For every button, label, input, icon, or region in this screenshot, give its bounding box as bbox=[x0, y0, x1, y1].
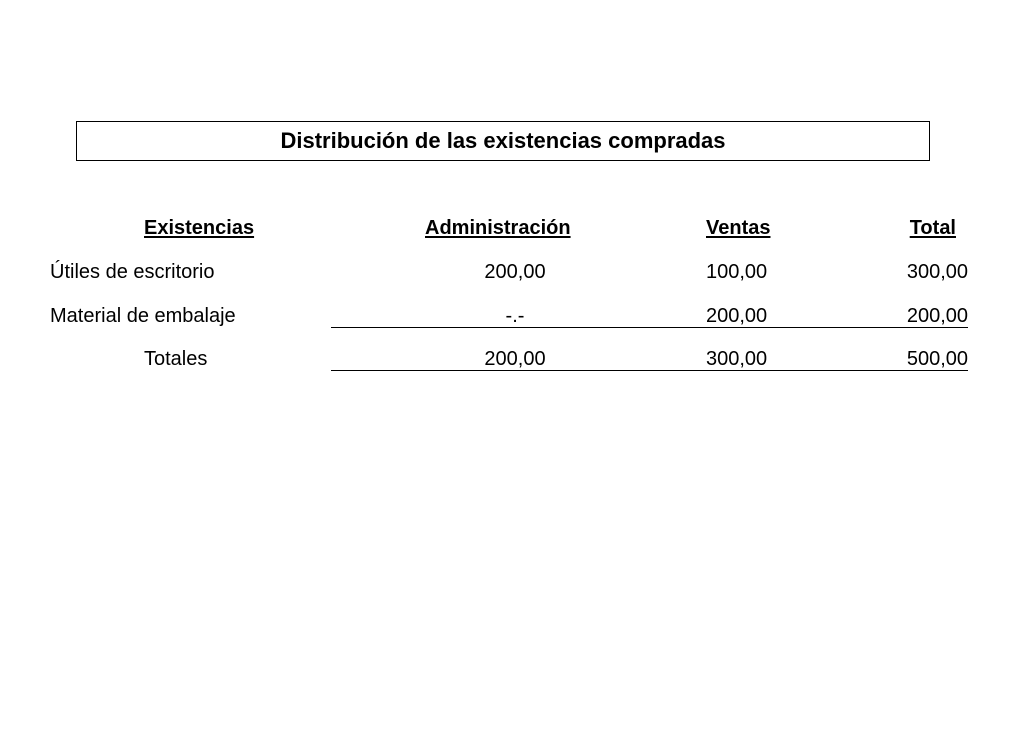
totals-ventas: 300,00 bbox=[706, 348, 768, 370]
cell-ventas: 200,00 bbox=[706, 305, 768, 327]
header-total: Total bbox=[909, 217, 956, 239]
cell-total: 200,00 bbox=[906, 305, 968, 327]
header-administracion: Administración bbox=[425, 217, 571, 239]
header-existencias: Existencias bbox=[144, 217, 255, 239]
row-label-material: Material de embalaje bbox=[50, 305, 236, 327]
table-title-box bbox=[76, 121, 930, 161]
table-title: Distribución de las existencias compradas bbox=[280, 128, 726, 153]
header-ventas: Ventas bbox=[706, 217, 771, 239]
row-label-utiles: Útiles de escritorio bbox=[50, 261, 215, 283]
cell-total: 300,00 bbox=[906, 261, 968, 283]
totals-total: 500,00 bbox=[906, 348, 968, 370]
cell-ventas: 100,00 bbox=[706, 261, 768, 283]
totals-underline bbox=[331, 370, 968, 371]
cell-administracion: 200,00 bbox=[484, 261, 546, 283]
row-underline bbox=[331, 327, 968, 328]
totals-administracion: 200,00 bbox=[484, 348, 546, 370]
totals-label: Totales bbox=[144, 348, 208, 370]
cell-administracion: -.- bbox=[505, 305, 525, 327]
